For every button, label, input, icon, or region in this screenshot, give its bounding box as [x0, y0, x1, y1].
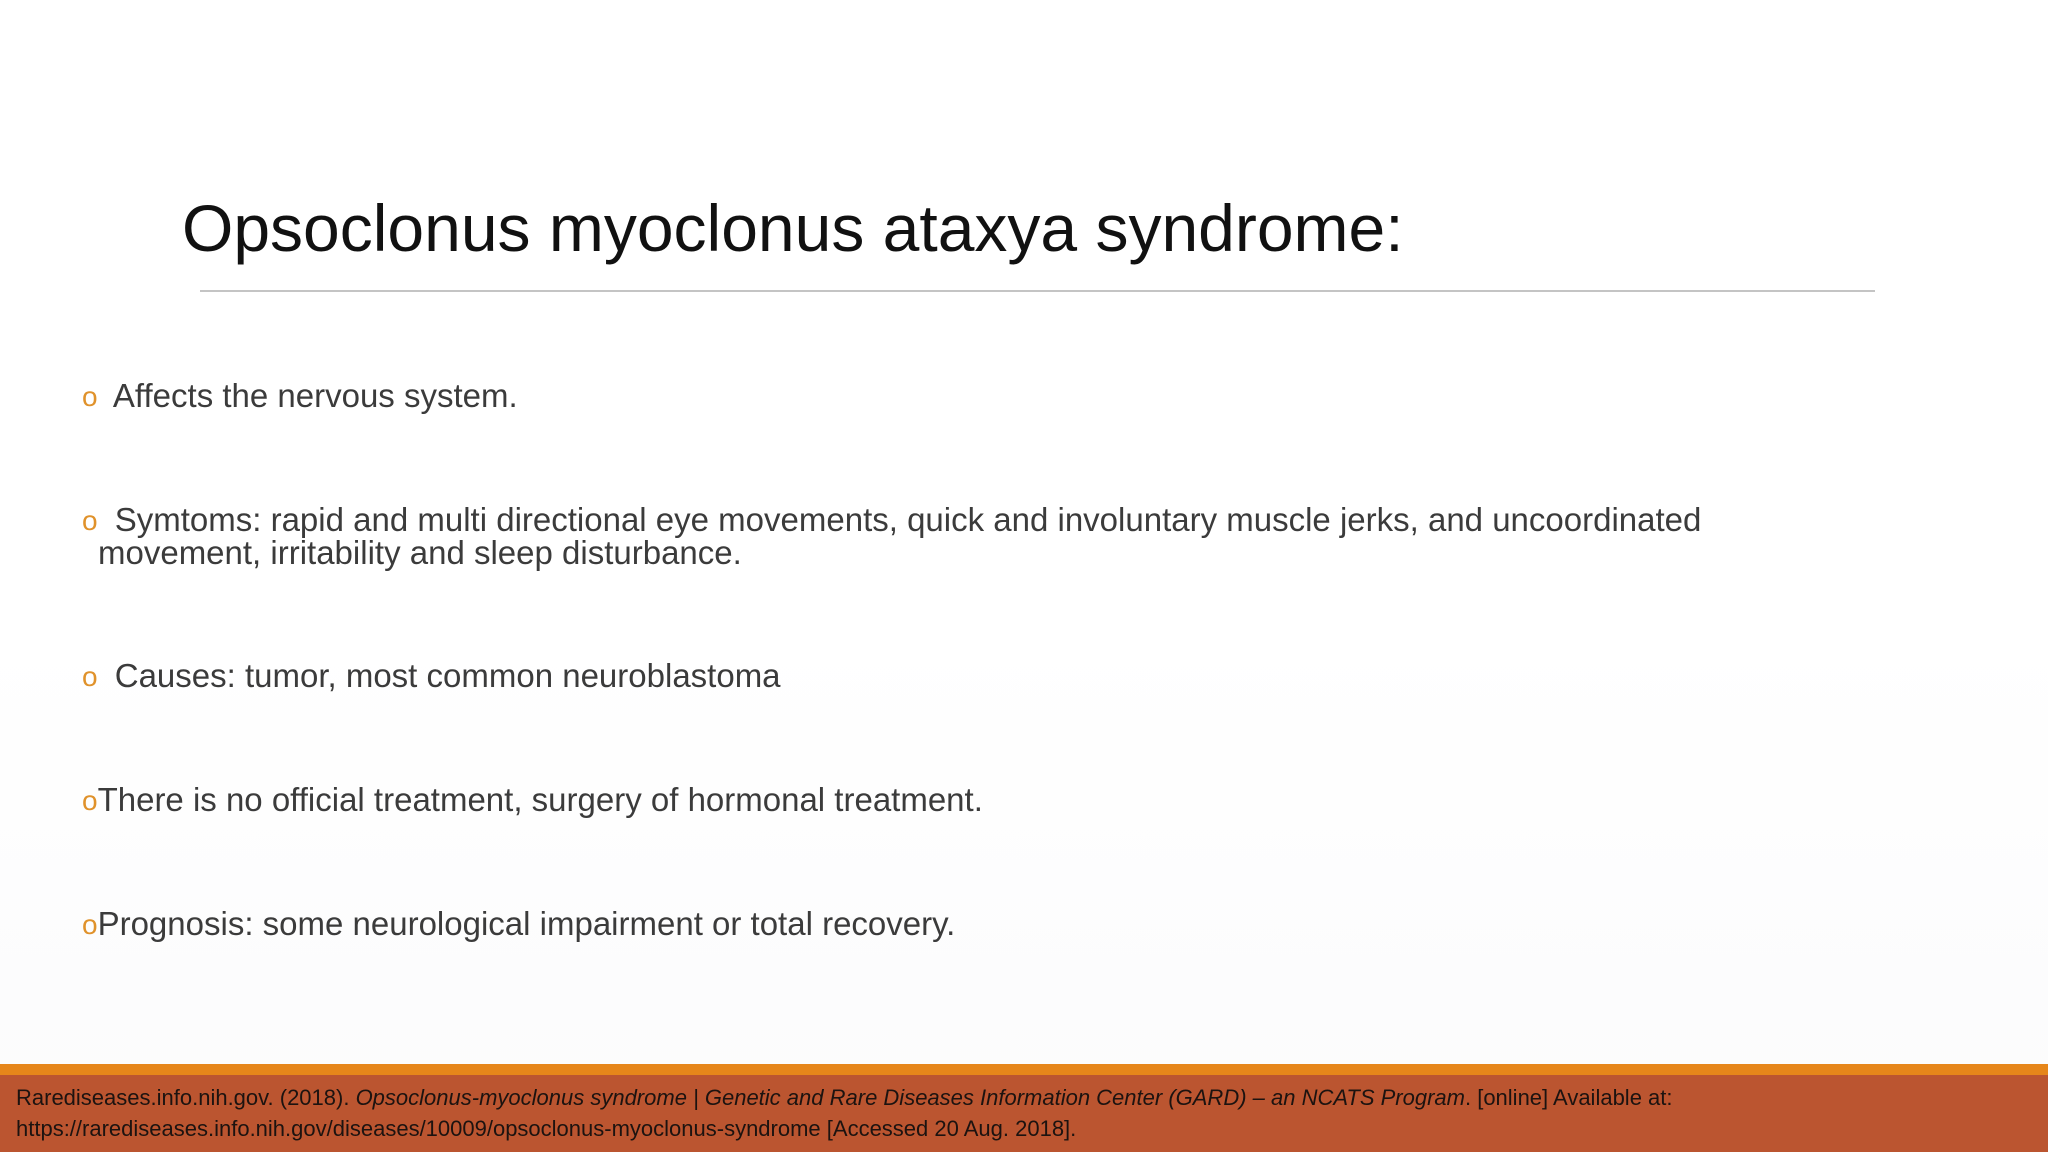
bullet-marker-icon: o [82, 381, 98, 412]
bullet-text: Prognosis: some neurological impairment or total recovery. [97, 905, 956, 942]
citation-prefix: Rarediseases.info.nih.gov. (2018). [16, 1085, 356, 1110]
slide-title: Opsoclonus myoclonus ataxya syndrome: [182, 191, 1404, 265]
bullet-text: Affects the nervous system. [105, 377, 518, 414]
bullet-marker-icon: o [82, 661, 98, 692]
citation-title: Opsoclonus-myoclonus syndrome | Genetic and Rare Diseases Information Center (GARD) – an NCATS Program [355, 1085, 1465, 1110]
citation-url: https://rarediseases.info.nih.gov/diseases/10009/opsoclonus-myoclonus-syndrome [Accessed 20 Aug. 2018]. [16, 1116, 1077, 1141]
footer-accent-stripe [0, 1064, 2048, 1075]
bullet-text: There is no official treatment, surgery of hormonal treatment. [97, 781, 983, 818]
bullet-text: Symtoms: rapid and multi directional eye movements, quick and involuntary muscle jerks, and uncoordinated [105, 501, 1702, 538]
bullet-item-causes [82, 657, 1962, 694]
bullet-text-continuation: movement, irritability and sleep disturbance. [98, 534, 742, 571]
bullet-item-treatment [82, 781, 1962, 818]
citation-suffix: . [online] Available at: [1464, 1085, 1673, 1110]
bullet-text: Causes: tumor, most common neuroblastoma [105, 657, 781, 694]
bullet-item-symptoms [82, 501, 1962, 571]
title-divider [200, 290, 1875, 292]
footer-citation [16, 1082, 2026, 1144]
bullet-marker-icon: o [82, 909, 98, 940]
bullet-marker-icon: o [82, 505, 98, 536]
bullet-marker-icon: o [82, 785, 98, 816]
bullet-item-prognosis [82, 905, 1962, 942]
citation-line-1 [16, 1082, 2026, 1113]
bullet-item-nervous-system [82, 377, 1962, 414]
